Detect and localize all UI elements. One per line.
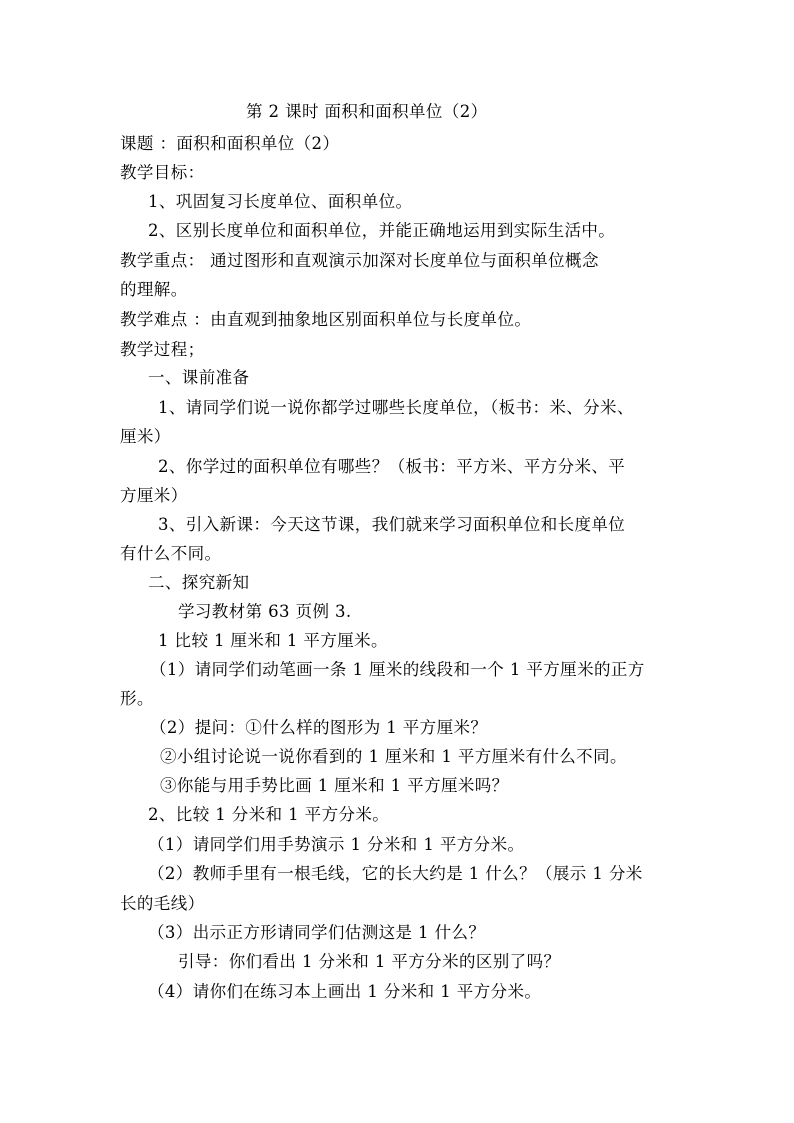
page-title: 第 2 课时 面积和面积单位（2） bbox=[246, 102, 488, 121]
text-line-prep-2: 2、你学过的面积单位有哪些？（板书：平方米、平方分米、平 bbox=[158, 457, 626, 476]
text-line-compare-1: 1 比较 1 厘米和 1 平方厘米。 bbox=[158, 631, 388, 650]
text-line-prep-1-cont: 厘米） bbox=[120, 427, 171, 446]
text-line-prep-3-cont: 有什么不同。 bbox=[120, 544, 222, 563]
text-line-compare-1-step-1: （1）请同学们动笔画一条 1 厘米的线段和一个 1 平方厘米的正方 bbox=[150, 660, 645, 679]
text-line-goals-heading: 教学目标： bbox=[120, 163, 205, 182]
text-line-compare-2-step-4: （4）请你们在练习本上画出 1 分米和 1 平方分米。 bbox=[148, 982, 542, 1001]
text-line-compare-2: 2、比较 1 分米和 1 平方分米。 bbox=[148, 805, 390, 824]
text-line-compare-1-sub-2: ②小组讨论说一说你看到的 1 厘米和 1 平方厘米有什么不同。 bbox=[160, 747, 627, 766]
text-line-key-points-cont: 的理解。 bbox=[120, 280, 188, 299]
text-line-prep-2-cont: 方厘米） bbox=[120, 486, 188, 505]
section-heading-preparation: 一、课前准备 bbox=[148, 368, 250, 387]
text-line-compare-2-step-3: （3）出示正方形请同学们估测这是 1 什么？ bbox=[148, 923, 486, 942]
text-line-key-points: 教学重点： 通过图形和直观演示加深对长度单位与面积单位概念 bbox=[120, 251, 599, 270]
text-line-textbook: 学习教材第 63 页例 3. bbox=[178, 602, 352, 621]
text-line-compare-2-step-1: （1）请同学们用手势演示 1 分米和 1 平方分米。 bbox=[148, 835, 525, 854]
text-line-process-heading: 教学过程； bbox=[120, 340, 205, 359]
text-line-compare-1-step-2: （2）提问：①什么样的图形为 1 平方厘米？ bbox=[150, 718, 488, 737]
text-line-prep-3: 3、引入新课：今天这节课，我们就来学习面积单位和长度单位 bbox=[158, 515, 626, 534]
section-heading-explore: 二、探究新知 bbox=[148, 573, 250, 592]
text-line-compare-1-sub-3: ③你能与用手势比画 1 厘米和 1 平方厘米吗？ bbox=[160, 776, 509, 795]
text-line-difficulties: 教学难点 ：由直观到抽象地区别面积单位与长度单位。 bbox=[120, 310, 532, 329]
text-line-compare-2-step-2: （2）教师手里有一根毛线，它的长大约是 1 什么？（展示 1 分米 bbox=[148, 864, 643, 883]
text-line-compare-2-step-2-cont: 长的毛线） bbox=[120, 894, 205, 913]
text-line-prep-1: 1、请同学们说一说你都学过哪些长度单位，（板书：米、分米、 bbox=[158, 398, 634, 417]
text-line-goal-2: 2、区别长度单位和面积单位，并能正确地运用到实际生活中。 bbox=[148, 221, 616, 240]
text-line-compare-1-step-1-cont: 形。 bbox=[120, 689, 154, 708]
text-line-guidance: 引导：你们看出 1 分米和 1 平方分米的区别了吗？ bbox=[178, 952, 561, 971]
text-line-topic: 课题 ：面积和面积单位（2） bbox=[120, 134, 340, 153]
text-line-goal-1: 1、巩固复习长度单位、面积单位。 bbox=[148, 192, 413, 211]
